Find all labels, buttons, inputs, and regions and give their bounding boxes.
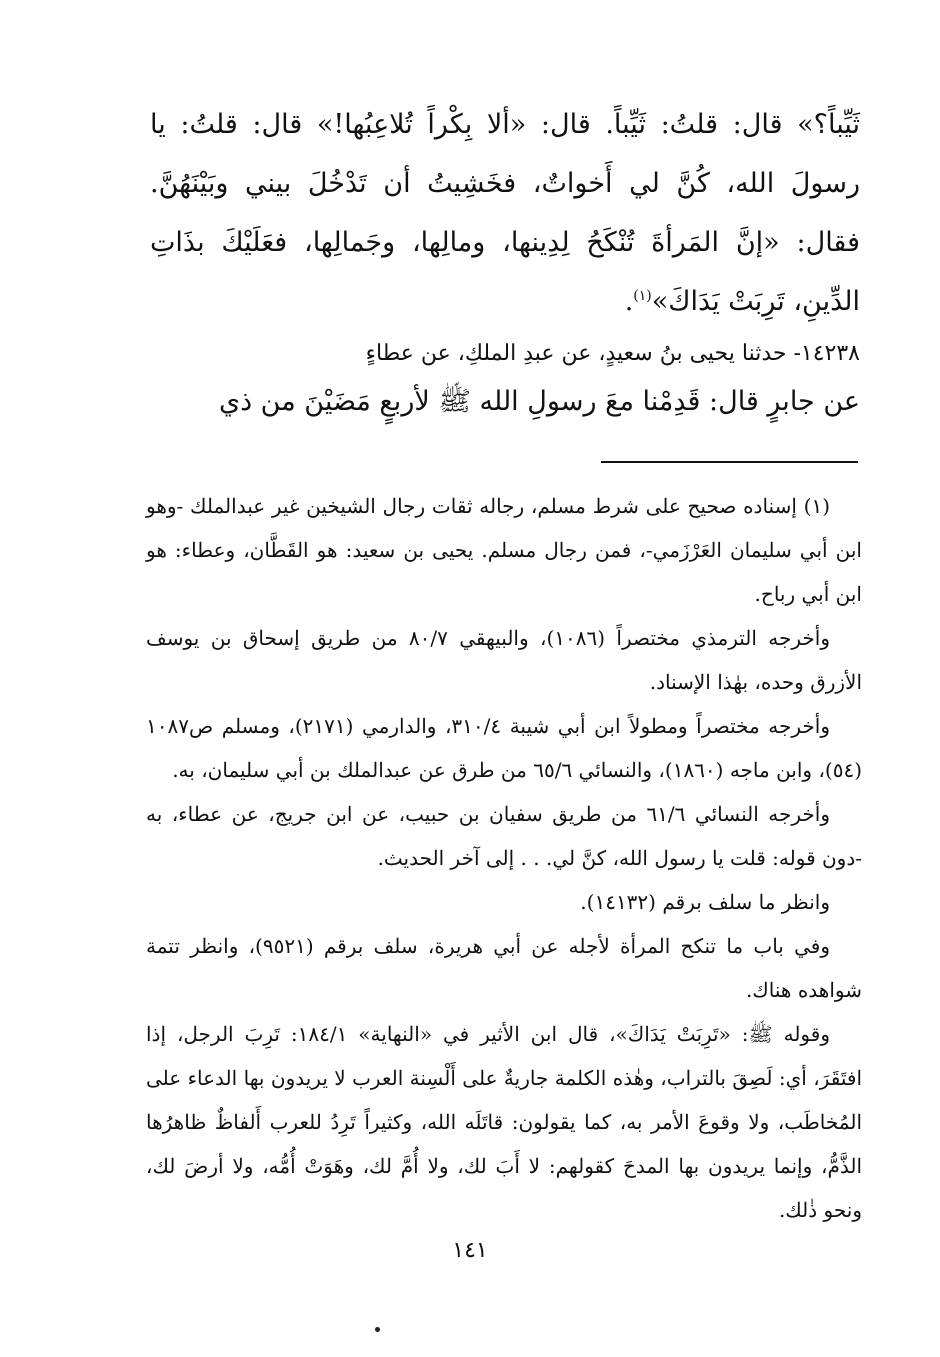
footnote-paragraph: وفي باب ما تنكح المرأة لأجله عن أبي هريرة، سلف برقم (٩٥٢١)، وانظر تتمة شواهده هناك. <box>146 934 862 1002</box>
hadith-number-line: ١٤٢٣٨- حدثنا يحيى بنُ سعيدٍ، عن عبدِ الملكِ، عن عطاءٍ <box>365 341 860 366</box>
main-text <box>150 95 860 427</box>
hadith-text-line: عن جابرٍ قال: قَدِمْنا معَ رسولِ الله ﷺ لأربعٍ مَضَيْنَ من ذي <box>218 386 860 417</box>
footnote-separator <box>601 461 858 463</box>
footnote-paragraph: (١) إسناده صحيح على شرط مسلم، رجاله ثقات رجال الشيخين غير عبدالملك -وهو ابن أبي سليمان العَرْزَمي-، فمن رجال مسلم. يحيى بن سعيد: هو القَطَّان، وعطاء: هو ابن أبي رباح. <box>146 494 862 606</box>
footnote-paragraph: وأخرجه مختصراً ومطولاً ابن أبي شيبة ٣١٠/٤، والدارمي (٢١٧١)، ومسلم ص١٠٨٧ (٥٤)، وابن ماجه (١٨٦٠)، والنسائي ٦٥/٦ من طرق عن عبدالملك بن أبي سليمان، به. <box>146 714 862 782</box>
main-paragraph <box>150 95 860 331</box>
footnotes <box>146 484 862 1232</box>
footnote-paragraph: وقوله ﷺ: «تَرِبَتْ يَدَاكَ»، قال ابن الأثير في «النهاية» ١٨٤/١: تَرِبَ الرجل، إذا افتَقَرَ، أي: لَصِقَ بالتراب، وهٰذه الكلمة جاريةٌ على أَلْسِنة العرب لا يريدون بها الدعاء على المُخاطَب، ولا وقوعَ الأمر به، كما يقولون: قاتَلَه الله، وكثيراً تَرِدُ للعرب أَلفاظٌ ظاهرُها الذَّمُّ، وإنما يريدون بها المدحَ كقولهم: لا أَبَ لك، ولا أُمَّ لك، وهَوَتْ أُمُّه، ولا أرضَ لك، ونحو ذٰلك. <box>146 1022 862 1222</box>
main-paragraph-end: . <box>624 286 634 317</box>
page-number: ١٤١ <box>452 1238 488 1263</box>
footnote-paragraph: وأخرجه الترمذي مختصراً (١٠٨٦)، والبيهقي ٨٠/٧ من طريق إسحاق بن يوسف الأزرق وحده، بهٰذا الإسناد. <box>146 626 862 694</box>
footnote-paragraph: وأخرجه النسائي ٦١/٦ من طريق سفيان بن حبيب، عن ابن جريج، عن عطاء، به -دون قوله: قلت يا رسول الله، كنَّ لي. . . إلى آخر الحديث. <box>146 802 862 870</box>
scan-speck <box>375 1327 380 1332</box>
main-paragraph-text: ثَيِّباً؟» قال: قلتُ: ثَيِّباً. قال: «ألا بِكْراً تُلاعِبُها!» قال: قلتُ: يا رسولَ الله، كُنَّ لي أَخواتٌ، فخَشِيتُ أن تَدْخُلَ بيني وبَيْنَهُنَّ. فقال: «إنَّ المَرأةَ تُنْكَحُ لِدِينها، ومالِها، وجَمالِها، فعَلَيْكَ بذَاتِ الدِّينِ، تَرِبَتْ يَدَاكَ» <box>150 109 860 317</box>
footnote-ref: (١) <box>633 288 652 304</box>
footnote-paragraph: وانظر ما سلف برقم (١٤١٣٢). <box>580 890 830 914</box>
